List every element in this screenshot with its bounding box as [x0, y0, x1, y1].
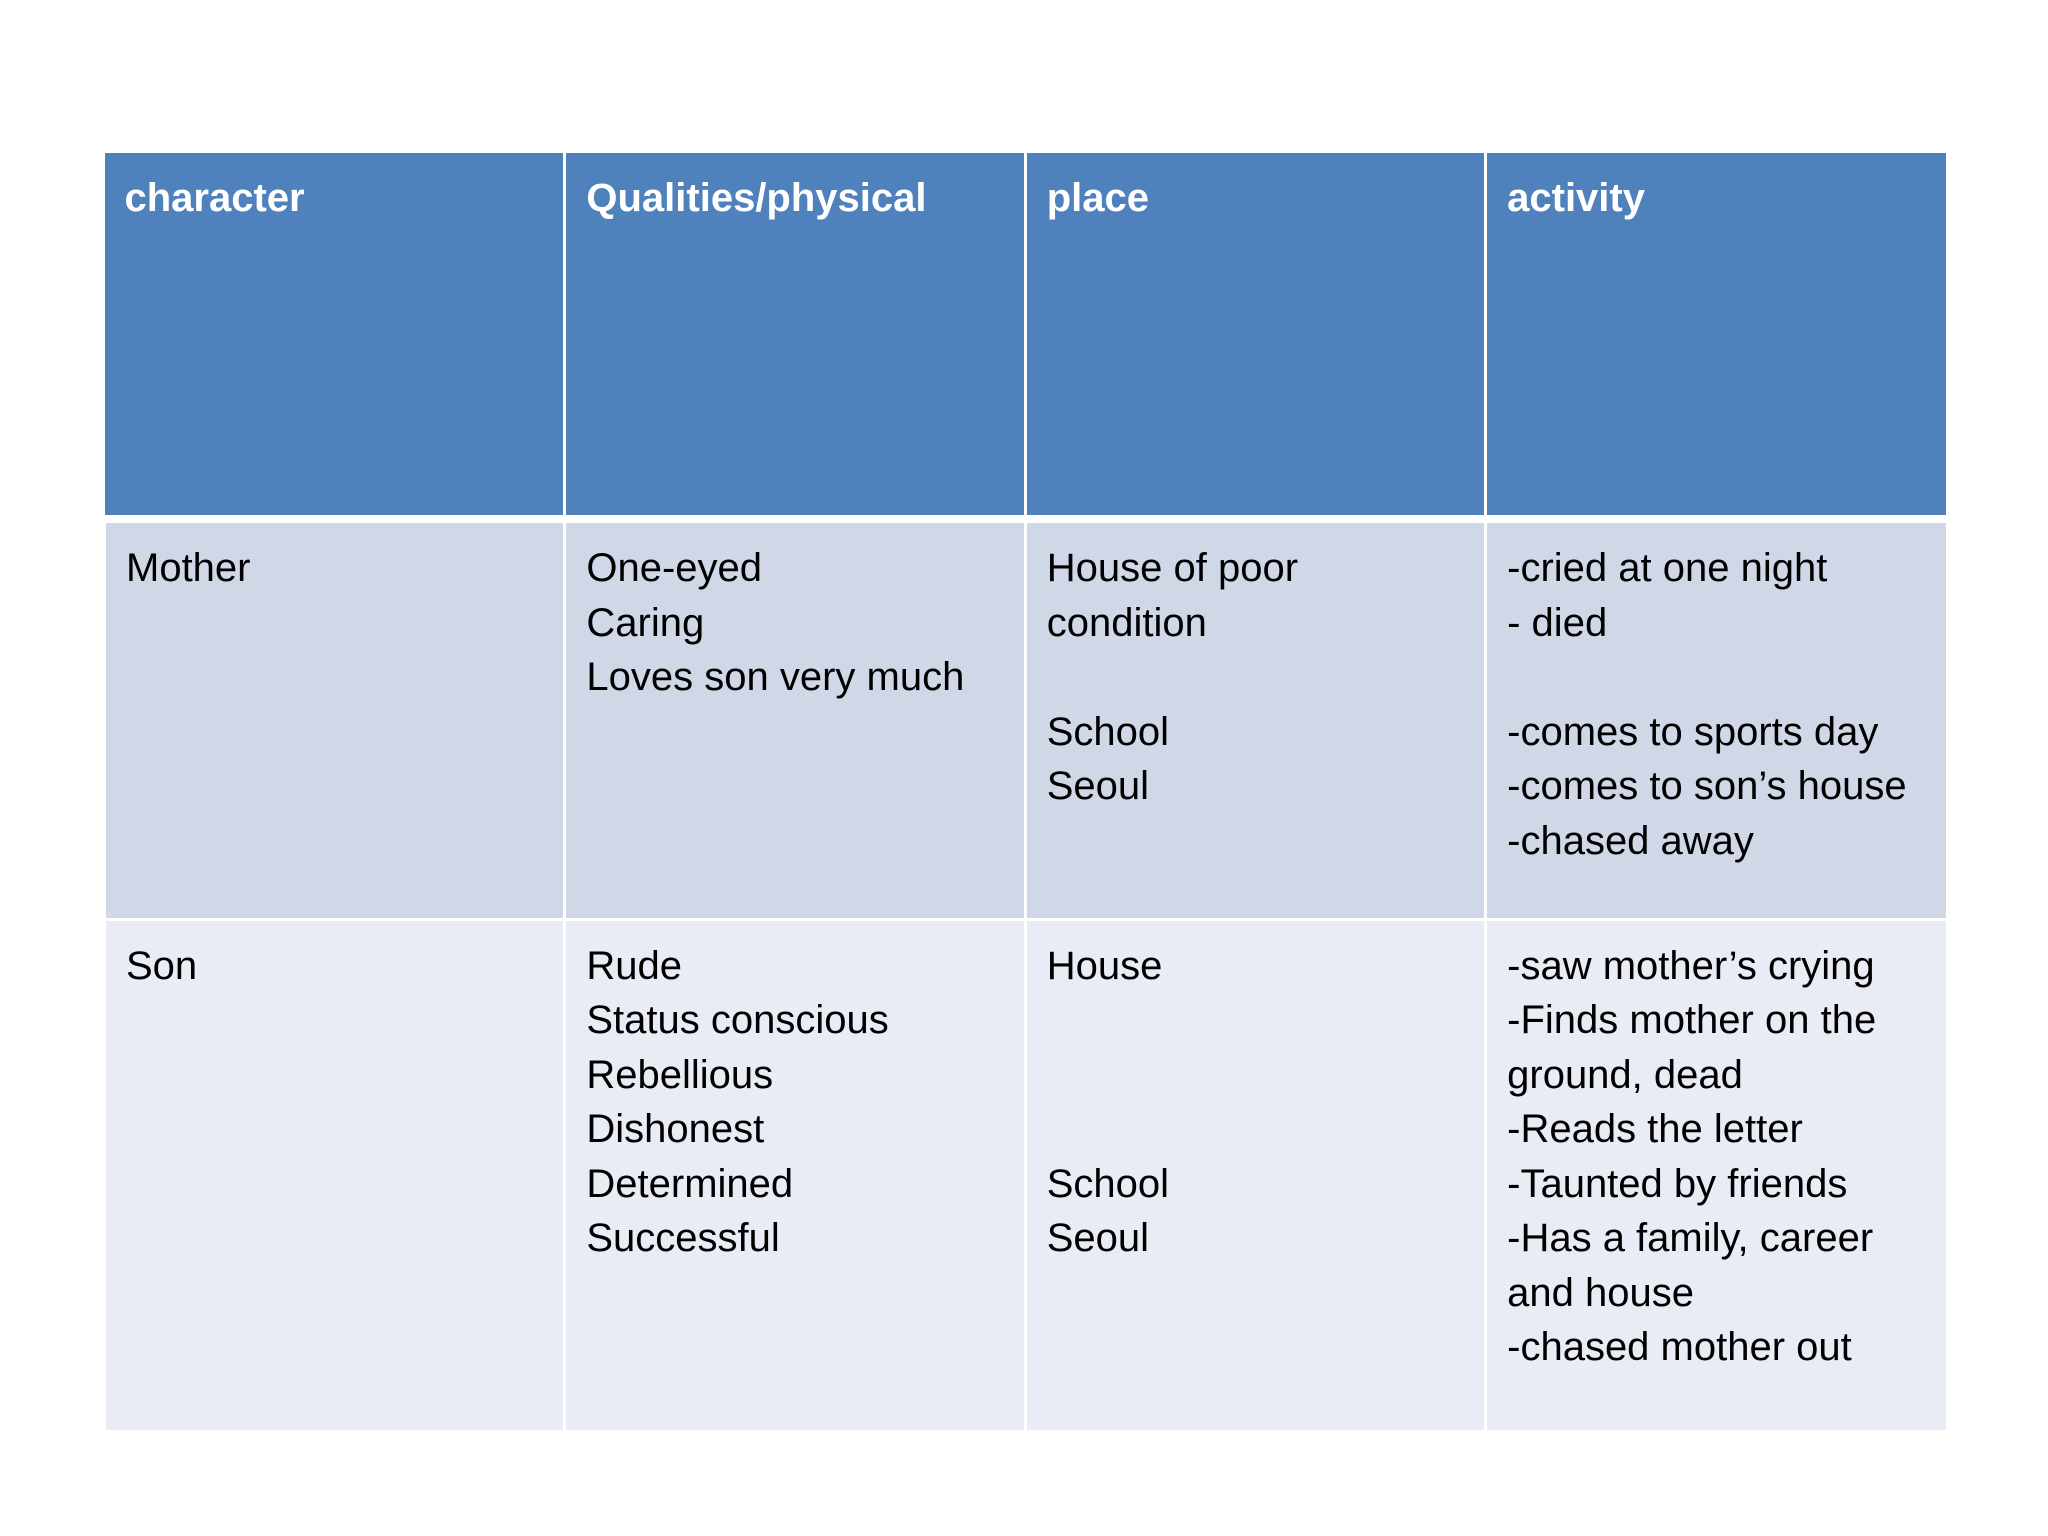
cell-line: Caring	[586, 600, 705, 645]
cell-line: -Reads the letter	[1507, 1107, 1803, 1151]
cell-line: -comes to sports day	[1507, 709, 1879, 754]
cell-line: -cried at one night	[1507, 546, 1828, 590]
cell-line: -chased mother out	[1507, 1325, 1852, 1369]
cell-spacer	[1047, 1102, 1464, 1157]
header-place: place	[1025, 153, 1485, 519]
cell-line: - died	[1507, 600, 1608, 645]
cell-line: condition	[1046, 600, 1207, 645]
cell-line: Seoul	[1046, 764, 1150, 808]
cell-activity	[1486, 919, 1946, 1430]
cell-qualities	[565, 519, 1025, 919]
header-activity: activity	[1486, 153, 1946, 519]
header-qualities: Qualities/physical	[565, 153, 1025, 519]
cell-line: -comes to son’s house	[1507, 764, 1907, 808]
cell-character	[105, 919, 565, 1430]
cell-activity	[1486, 519, 1946, 919]
cell-line: Successful	[586, 1216, 780, 1260]
cell-place	[1025, 519, 1485, 919]
cell-line: Loves son very much	[586, 655, 965, 699]
cell-line: Dishonest	[586, 1107, 765, 1151]
cell-line: Rude	[586, 943, 682, 988]
cell-line: One-eyed	[586, 546, 763, 590]
cell-line: Status conscious	[586, 998, 889, 1042]
header-character: character	[105, 153, 565, 519]
cell-line: Determined	[586, 1161, 794, 1206]
cell-spacer	[1047, 1048, 1464, 1103]
character-table	[103, 153, 1946, 1430]
cell-line: Mother	[126, 546, 251, 590]
cell-place	[1025, 919, 1485, 1430]
cell-line: School	[1046, 1161, 1170, 1206]
cell-line: Seoul	[1046, 1216, 1150, 1260]
cell-line: House	[1046, 943, 1163, 988]
table-row-mother	[105, 519, 1947, 919]
cell-spacer	[1047, 993, 1464, 1048]
cell-line: -Taunted by friends	[1507, 1161, 1848, 1206]
cell-line: -chased away	[1507, 818, 1754, 863]
cell-spacer	[1047, 650, 1464, 705]
header-row	[105, 153, 1947, 519]
table-row-son	[105, 919, 1947, 1430]
cell-line: -Finds mother on the ground, dead	[1507, 998, 1877, 1097]
cell-line: Rebellious	[586, 1052, 774, 1097]
cell-line: School	[1046, 709, 1170, 754]
cell-line: -Has a family, career and house	[1507, 1216, 1874, 1315]
cell-line: -saw mother’s crying	[1507, 943, 1875, 988]
cell-character	[105, 519, 565, 919]
cell-line: Son	[126, 943, 198, 988]
cell-line: House of poor	[1046, 546, 1299, 590]
cell-qualities	[565, 919, 1025, 1430]
cell-spacer	[1507, 650, 1926, 705]
